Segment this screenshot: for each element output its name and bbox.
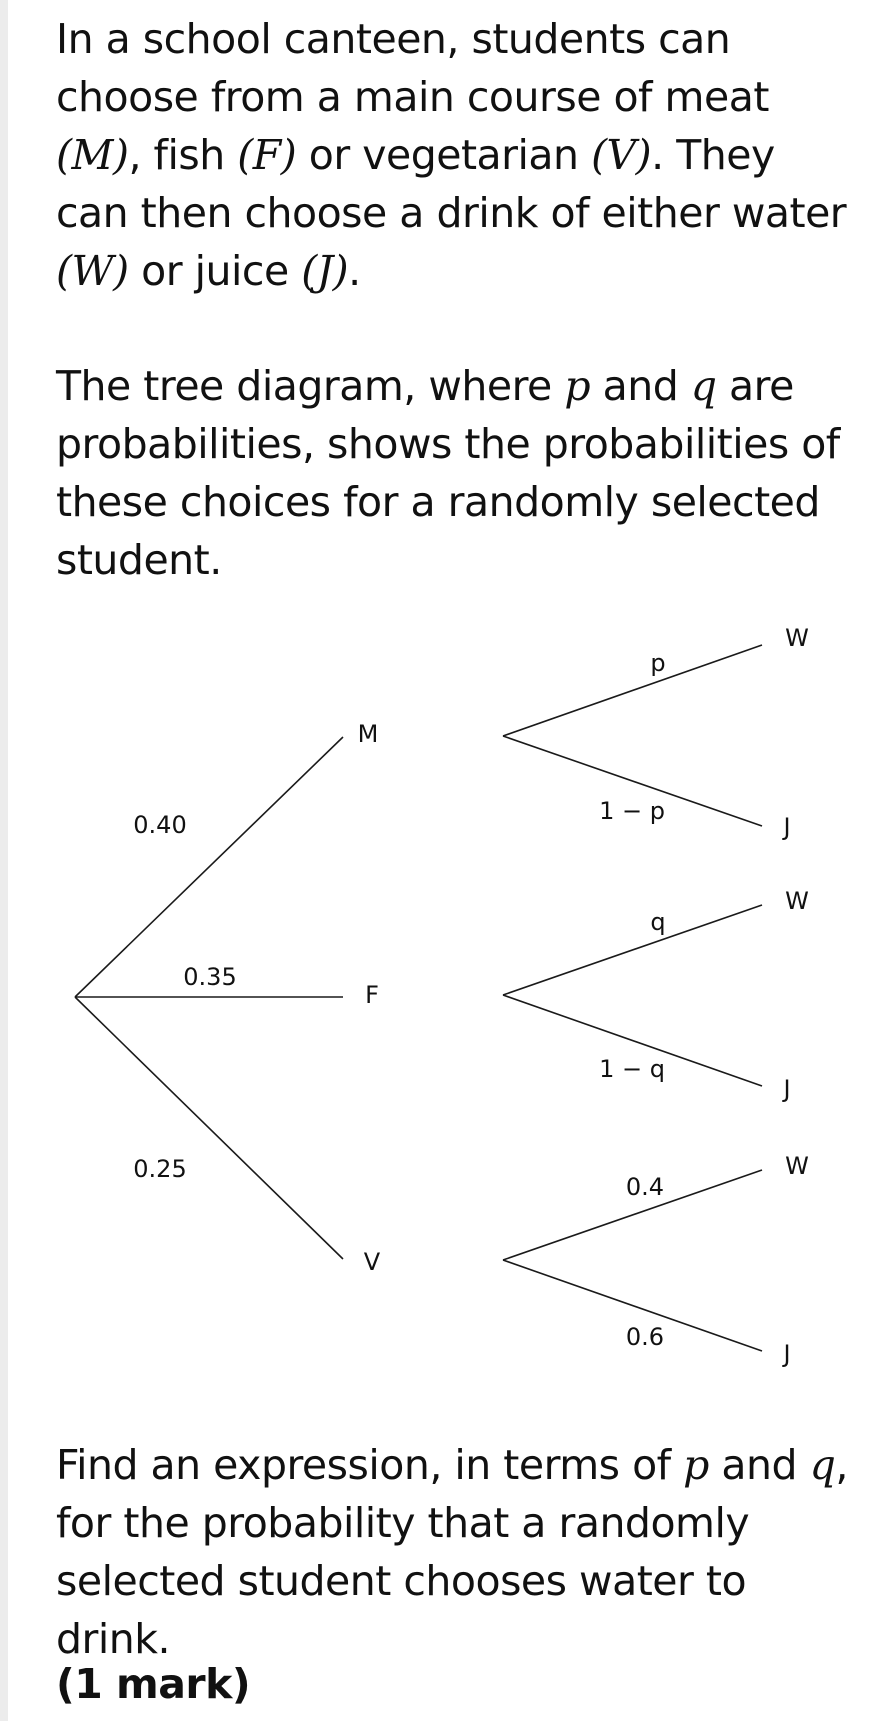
branch-f-water xyxy=(503,905,762,995)
label-vegetarian: V xyxy=(363,1248,381,1276)
math-water: (W) xyxy=(56,247,129,295)
branch-meat xyxy=(75,737,343,997)
prob-vegetarian: 0.25 xyxy=(133,1155,187,1183)
prob-v-water: 0.4 xyxy=(625,1173,665,1201)
question-tree-description: The tree diagram, where p and q are probabilities, shows the probabilities of these choices for a randomly selected student. xyxy=(56,362,840,584)
label-v-juice: J xyxy=(783,1340,791,1368)
label-v-water: W xyxy=(785,1152,809,1180)
mark-allocation: (1 mark) xyxy=(56,1660,251,1708)
math-vegetarian: (V) xyxy=(591,131,652,179)
math-meat: (M) xyxy=(56,131,129,179)
prob-fish: 0.35 xyxy=(183,963,237,991)
label-m-water: W xyxy=(785,624,809,652)
prob-m-juice: 1 − p xyxy=(599,797,665,825)
math-fish: (F) xyxy=(237,131,297,179)
label-meat: M xyxy=(357,720,379,748)
label-m-juice: J xyxy=(783,813,791,841)
prob-f-water: q xyxy=(650,908,666,936)
math-q-2: q xyxy=(809,1441,836,1489)
math-p: p xyxy=(564,362,591,410)
math-q: q xyxy=(690,362,717,410)
math-juice: (J) xyxy=(301,247,349,295)
prob-f-juice: 1 − q xyxy=(599,1055,665,1083)
branch-m-water xyxy=(503,645,762,736)
question-intro: In a school canteen, students can choose from a main course of meat (M), fish (F) or vegetarian (V). They can then choose a drink of either water (W) or juice (J). xyxy=(56,15,847,295)
branch-vegetarian xyxy=(75,997,343,1259)
question-prompt: Find an expression, in terms of p and q, for the probability that a randomly selected student chooses water to drink. xyxy=(56,1441,848,1663)
math-p-2: p xyxy=(683,1441,709,1489)
tree-diagram xyxy=(0,615,887,1385)
prob-v-juice: 0.6 xyxy=(625,1323,665,1351)
prob-meat: 0.40 xyxy=(133,811,187,839)
label-f-juice: J xyxy=(783,1075,791,1103)
label-fish: F xyxy=(365,981,379,1009)
prob-m-water: p xyxy=(650,649,666,677)
label-f-water: W xyxy=(785,887,809,915)
